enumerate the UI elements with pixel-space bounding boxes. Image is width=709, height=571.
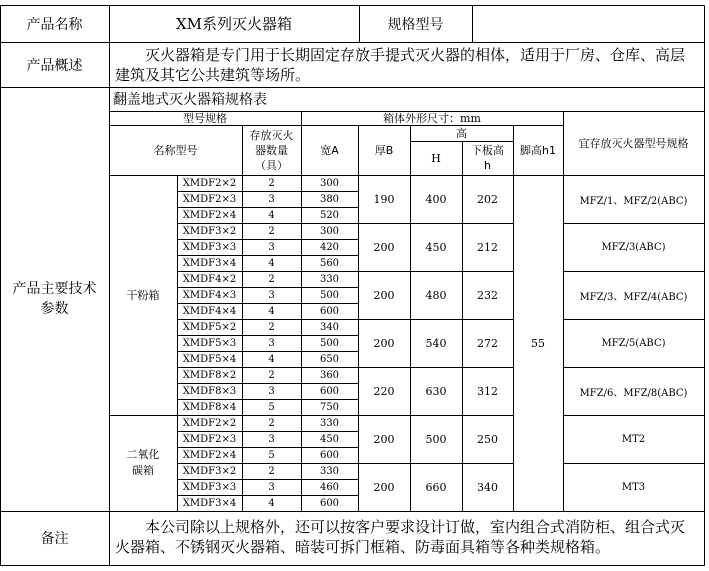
row-model: XMDF8×2 xyxy=(182,369,237,381)
row-model: XMDF2×2 xyxy=(182,417,237,429)
params-label-text: 产品主要技术参数 xyxy=(12,281,97,317)
group-lower: 250 xyxy=(477,432,498,446)
remarks-label: 备注 xyxy=(40,531,69,547)
row-model: XMDF2×3 xyxy=(182,433,237,445)
table-title: 翻盖地式灭火器箱规格表 xyxy=(113,92,267,108)
group-lower: 272 xyxy=(477,336,498,350)
row-width: 600 xyxy=(319,449,340,461)
group-H: 500 xyxy=(425,432,447,446)
row-model: XMDF2×4 xyxy=(182,449,237,461)
row-width: 750 xyxy=(319,401,340,413)
row-qty: 3 xyxy=(268,193,275,205)
overview-label: 产品概述 xyxy=(26,57,83,74)
header-height: 高 xyxy=(456,127,467,140)
row-width: 450 xyxy=(319,433,340,445)
row-width: 650 xyxy=(319,353,340,365)
row-model: XMDF4×2 xyxy=(182,273,237,285)
row-width: 420 xyxy=(319,241,340,253)
row-model: XMDF3×3 xyxy=(182,481,237,493)
group-H: 480 xyxy=(425,288,447,302)
group-lower: 340 xyxy=(477,480,498,494)
row-qty: 2 xyxy=(268,465,275,477)
row-qty: 3 xyxy=(268,337,275,349)
group-lower: 312 xyxy=(477,384,498,398)
row-width: 330 xyxy=(319,417,340,429)
row-width: 300 xyxy=(319,177,340,189)
header-width: 宽A xyxy=(320,144,339,157)
row-width: 600 xyxy=(319,497,340,509)
row-model: XMDF5×2 xyxy=(182,321,237,333)
row-qty: 2 xyxy=(268,273,275,285)
remarks-paragraph: 本公司除以上规格外，还可以按客户要求设计订做，室内组合式消防柜、组合式灭火器箱、不锈钢灭火器箱、暗装可拆门框箱、防毒面具箱等各种类规格箱。 xyxy=(115,518,686,556)
row-qty: 5 xyxy=(268,449,275,461)
row-width: 560 xyxy=(319,257,340,269)
row-qty: 3 xyxy=(268,385,275,397)
row-width: 380 xyxy=(319,193,340,205)
group-suitable: MFZ/3、MFZ/4(ABC) xyxy=(579,291,688,303)
row-model: XMDF2×3 xyxy=(182,193,237,205)
row-qty: 4 xyxy=(268,353,275,365)
header-H: H xyxy=(431,151,441,165)
row-qty: 2 xyxy=(268,177,275,189)
spec-model-label: 规格型号 xyxy=(387,16,444,33)
row-width: 600 xyxy=(319,305,340,317)
row-width: 460 xyxy=(319,481,340,493)
row-qty: 3 xyxy=(268,481,275,493)
group-suitable: MT2 xyxy=(621,433,646,445)
row-model: XMDF3×4 xyxy=(182,497,237,509)
group-thick: 220 xyxy=(373,384,395,398)
row-qty: 4 xyxy=(268,209,275,221)
row-model: XMDF3×4 xyxy=(182,257,237,269)
row-width: 360 xyxy=(319,369,340,381)
group-suitable: MT3 xyxy=(621,481,646,493)
group-H: 660 xyxy=(425,480,447,494)
row-qty: 4 xyxy=(268,305,275,317)
group-suitable: MFZ/3(ABC) xyxy=(601,241,666,253)
header-qty: 存放灭火器数量（具） xyxy=(249,128,294,172)
group-thick: 200 xyxy=(373,288,395,302)
row-model: XMDF2×2 xyxy=(182,177,237,189)
row-model: XMDF4×4 xyxy=(182,305,237,317)
row-width: 340 xyxy=(319,321,340,333)
row-qty: 2 xyxy=(268,417,275,429)
row-model: XMDF5×4 xyxy=(182,353,237,365)
row-qty: 3 xyxy=(268,433,275,445)
row-qty: 4 xyxy=(268,497,275,509)
header-suitable: 宜存放灭火器型号规格 xyxy=(578,137,689,150)
group-thick: 200 xyxy=(373,240,395,254)
category-co2: 二氧化碳箱 xyxy=(126,448,160,477)
group-H: 540 xyxy=(425,336,447,350)
group-lower: 232 xyxy=(477,288,498,302)
product-name-value: XM系列灭火器箱 xyxy=(175,15,293,33)
header-thick: 厚B xyxy=(374,144,394,157)
header-foot: 脚高h1 xyxy=(520,144,556,157)
header-dims: 箱体外形尺寸：mm xyxy=(383,112,481,125)
row-model: XMDF8×3 xyxy=(182,385,237,397)
row-width: 520 xyxy=(319,209,340,221)
row-model: XMDF5×3 xyxy=(182,337,237,349)
row-model: XMDF4×3 xyxy=(182,289,237,301)
row-width: 330 xyxy=(319,273,340,285)
header-model-spec: 型号规格 xyxy=(183,112,227,125)
group-suitable: MFZ/6、MFZ/8(ABC) xyxy=(579,387,688,399)
row-width: 300 xyxy=(319,225,340,237)
group-H: 400 xyxy=(425,192,447,206)
header-name-model: 名称型号 xyxy=(153,144,198,157)
row-model: XMDF3×2 xyxy=(182,465,237,477)
row-width: 330 xyxy=(319,465,340,477)
group-lower: 202 xyxy=(477,192,498,206)
category-dry-powder: 干粉箱 xyxy=(126,289,160,302)
group-thick: 190 xyxy=(373,192,395,206)
row-width: 500 xyxy=(319,337,340,349)
overview-paragraph: 灭火器箱是专门用于长期固定存放手提式灭火器的相体，适用于厂房、仓库、高层建筑及其它公共建筑等场所。 xyxy=(115,46,686,84)
row-model: XMDF3×3 xyxy=(182,241,237,253)
group-H: 630 xyxy=(425,384,447,398)
group-thick: 200 xyxy=(373,480,395,494)
row-width: 500 xyxy=(319,289,340,301)
row-width: 600 xyxy=(319,385,340,397)
group-thick: 200 xyxy=(373,336,395,350)
row-qty: 2 xyxy=(268,321,275,333)
row-qty: 3 xyxy=(268,241,275,253)
row-model: XMDF8×4 xyxy=(182,401,237,413)
group-thick: 200 xyxy=(373,432,395,446)
group-suitable: MFZ/5(ABC) xyxy=(601,337,666,349)
header-lower: 下板高h xyxy=(471,144,504,172)
row-qty: 2 xyxy=(268,225,275,237)
row-qty: 2 xyxy=(268,369,275,381)
product-name-label: 产品名称 xyxy=(26,16,83,33)
row-model: XMDF2×4 xyxy=(182,209,237,221)
foot-height-value: 55 xyxy=(531,336,545,350)
row-qty: 3 xyxy=(268,289,275,301)
group-suitable: MFZ/1、MFZ/2(ABC) xyxy=(579,195,688,207)
row-model: XMDF3×2 xyxy=(182,225,237,237)
group-H: 450 xyxy=(425,240,447,254)
group-lower: 212 xyxy=(477,240,498,254)
row-qty: 5 xyxy=(268,401,275,413)
row-qty: 4 xyxy=(268,257,275,269)
